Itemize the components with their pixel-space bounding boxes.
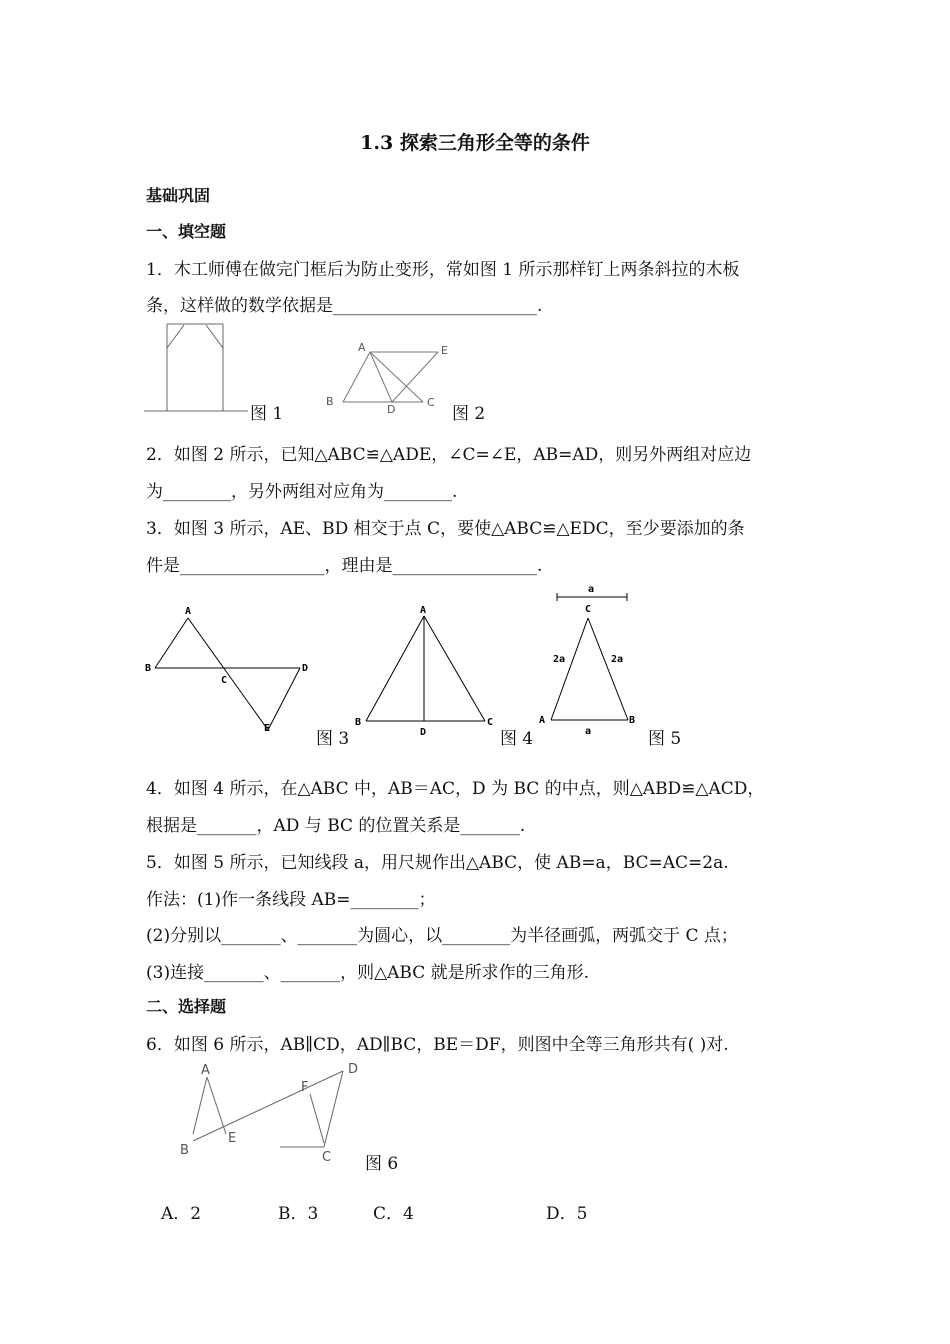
fig6-label-e: E [228, 1131, 237, 1146]
option-a[interactable]: A．2 [161, 1204, 202, 1224]
fig6-label-f: F [301, 1080, 309, 1095]
fig2-label-b: B [326, 395, 334, 408]
figure-5 [535, 582, 650, 742]
fig4-label-c: C [487, 717, 494, 728]
q6-line1: 6．如图 6 所示，AB∥CD，AD∥BC，BE＝DF，则图中全等三角形共有( )对. [146, 1035, 729, 1055]
fig4-label-b: B [355, 717, 362, 728]
option-b[interactable]: B．3 [278, 1204, 319, 1224]
fig5-label-a-bottom: a [585, 726, 592, 737]
q5-line1: 5．如图 5 所示，已知线段 a，用尺规作出△ABC，使 AB=a，BC=AC=2a. [146, 853, 729, 873]
fig6-label-d: D [348, 1062, 359, 1077]
section-fill-in: 一、填空题 [146, 222, 227, 241]
fig5-label-c: C [585, 604, 592, 615]
fig3-label-a: A [185, 606, 192, 617]
fig4-caption: 图 4 [500, 729, 534, 749]
fig2-label-c: C [427, 396, 435, 409]
fig6-label-b: B [180, 1143, 189, 1158]
fig2-label-a: A [358, 341, 366, 354]
q1-line1: 1．木工师傅在做完门框后为防止变形，常如图 1 所示那样钉上两条斜拉的木板 [146, 260, 740, 280]
option-c[interactable]: C．4 [373, 1204, 414, 1224]
fig6-caption: 图 6 [365, 1154, 399, 1174]
q5-line3: (2)分别以_______、_______为圆心，以________为半径画弧，两弧交于 C 点； [146, 926, 738, 946]
figure-2 [320, 340, 455, 415]
q3-line2: 件是_________________，理由是_________________. [146, 556, 543, 576]
option-d[interactable]: D．5 [546, 1204, 588, 1224]
fig5-label-a-top: a [588, 584, 595, 595]
fig3-label-e: E [264, 723, 271, 734]
fig5-caption: 图 5 [648, 729, 682, 749]
q3-line1: 3．如图 3 所示，AE、BD 相交于点 C，要使△ABC≌△EDC，至少要添加的条 [146, 519, 745, 539]
figure-3 [140, 600, 320, 740]
fig1-caption: 图 1 [250, 404, 284, 424]
q1-line2: 条，这样做的数学依据是________________________. [146, 296, 543, 316]
fig3-label-c: C [221, 675, 228, 686]
page-title: 1.3 探索三角形全等的条件 [360, 132, 590, 154]
fig3-label-b: B [145, 663, 152, 674]
fig5-label-left-2a: 2a [553, 654, 566, 665]
figure-4 [350, 600, 500, 740]
fig3-caption: 图 3 [316, 729, 350, 749]
q4-line2: 根据是_______，AD 与 BC 的位置关系是_______. [146, 816, 526, 836]
fig2-label-d: D [387, 403, 396, 416]
fig1-right-brace [206, 325, 223, 348]
fig3-label-d: D [302, 663, 309, 674]
figure-6 [175, 1058, 370, 1168]
fig4-label-d: D [420, 727, 427, 738]
fig2-caption: 图 2 [452, 404, 486, 424]
fig5-label-a-vertex: A [539, 715, 546, 726]
fig1-left-brace [167, 325, 184, 348]
q5-line4: (3)连接_______、_______，则△ABC 就是所求作的三角形. [146, 963, 590, 983]
q2-line2: 为________，另外两组对应角为________. [146, 482, 458, 502]
fig4-label-a: A [420, 605, 427, 616]
q4-line1: 4．如图 4 所示，在△ABC 中，AB＝AC，D 为 BC 的中点，则△ABD≌△ACD， [146, 779, 765, 799]
q5-line2: 作法：(1)作一条线段 AB=________； [146, 890, 436, 910]
figure-1 [140, 318, 250, 418]
fig2-label-e: E [441, 344, 448, 357]
section-choice: 二、选择题 [146, 997, 227, 1016]
section-basic: 基础巩固 [146, 186, 211, 205]
fig6-label-a: A [201, 1063, 210, 1078]
fig5-label-right-2a: 2a [611, 654, 624, 665]
fig5-label-b: B [629, 715, 636, 726]
q2-line1: 2．如图 2 所示，已知△ABC≌△ADE，∠C=∠E，AB=AD，则另外两组对应边 [146, 445, 752, 465]
fig6-label-c: C [322, 1150, 332, 1165]
